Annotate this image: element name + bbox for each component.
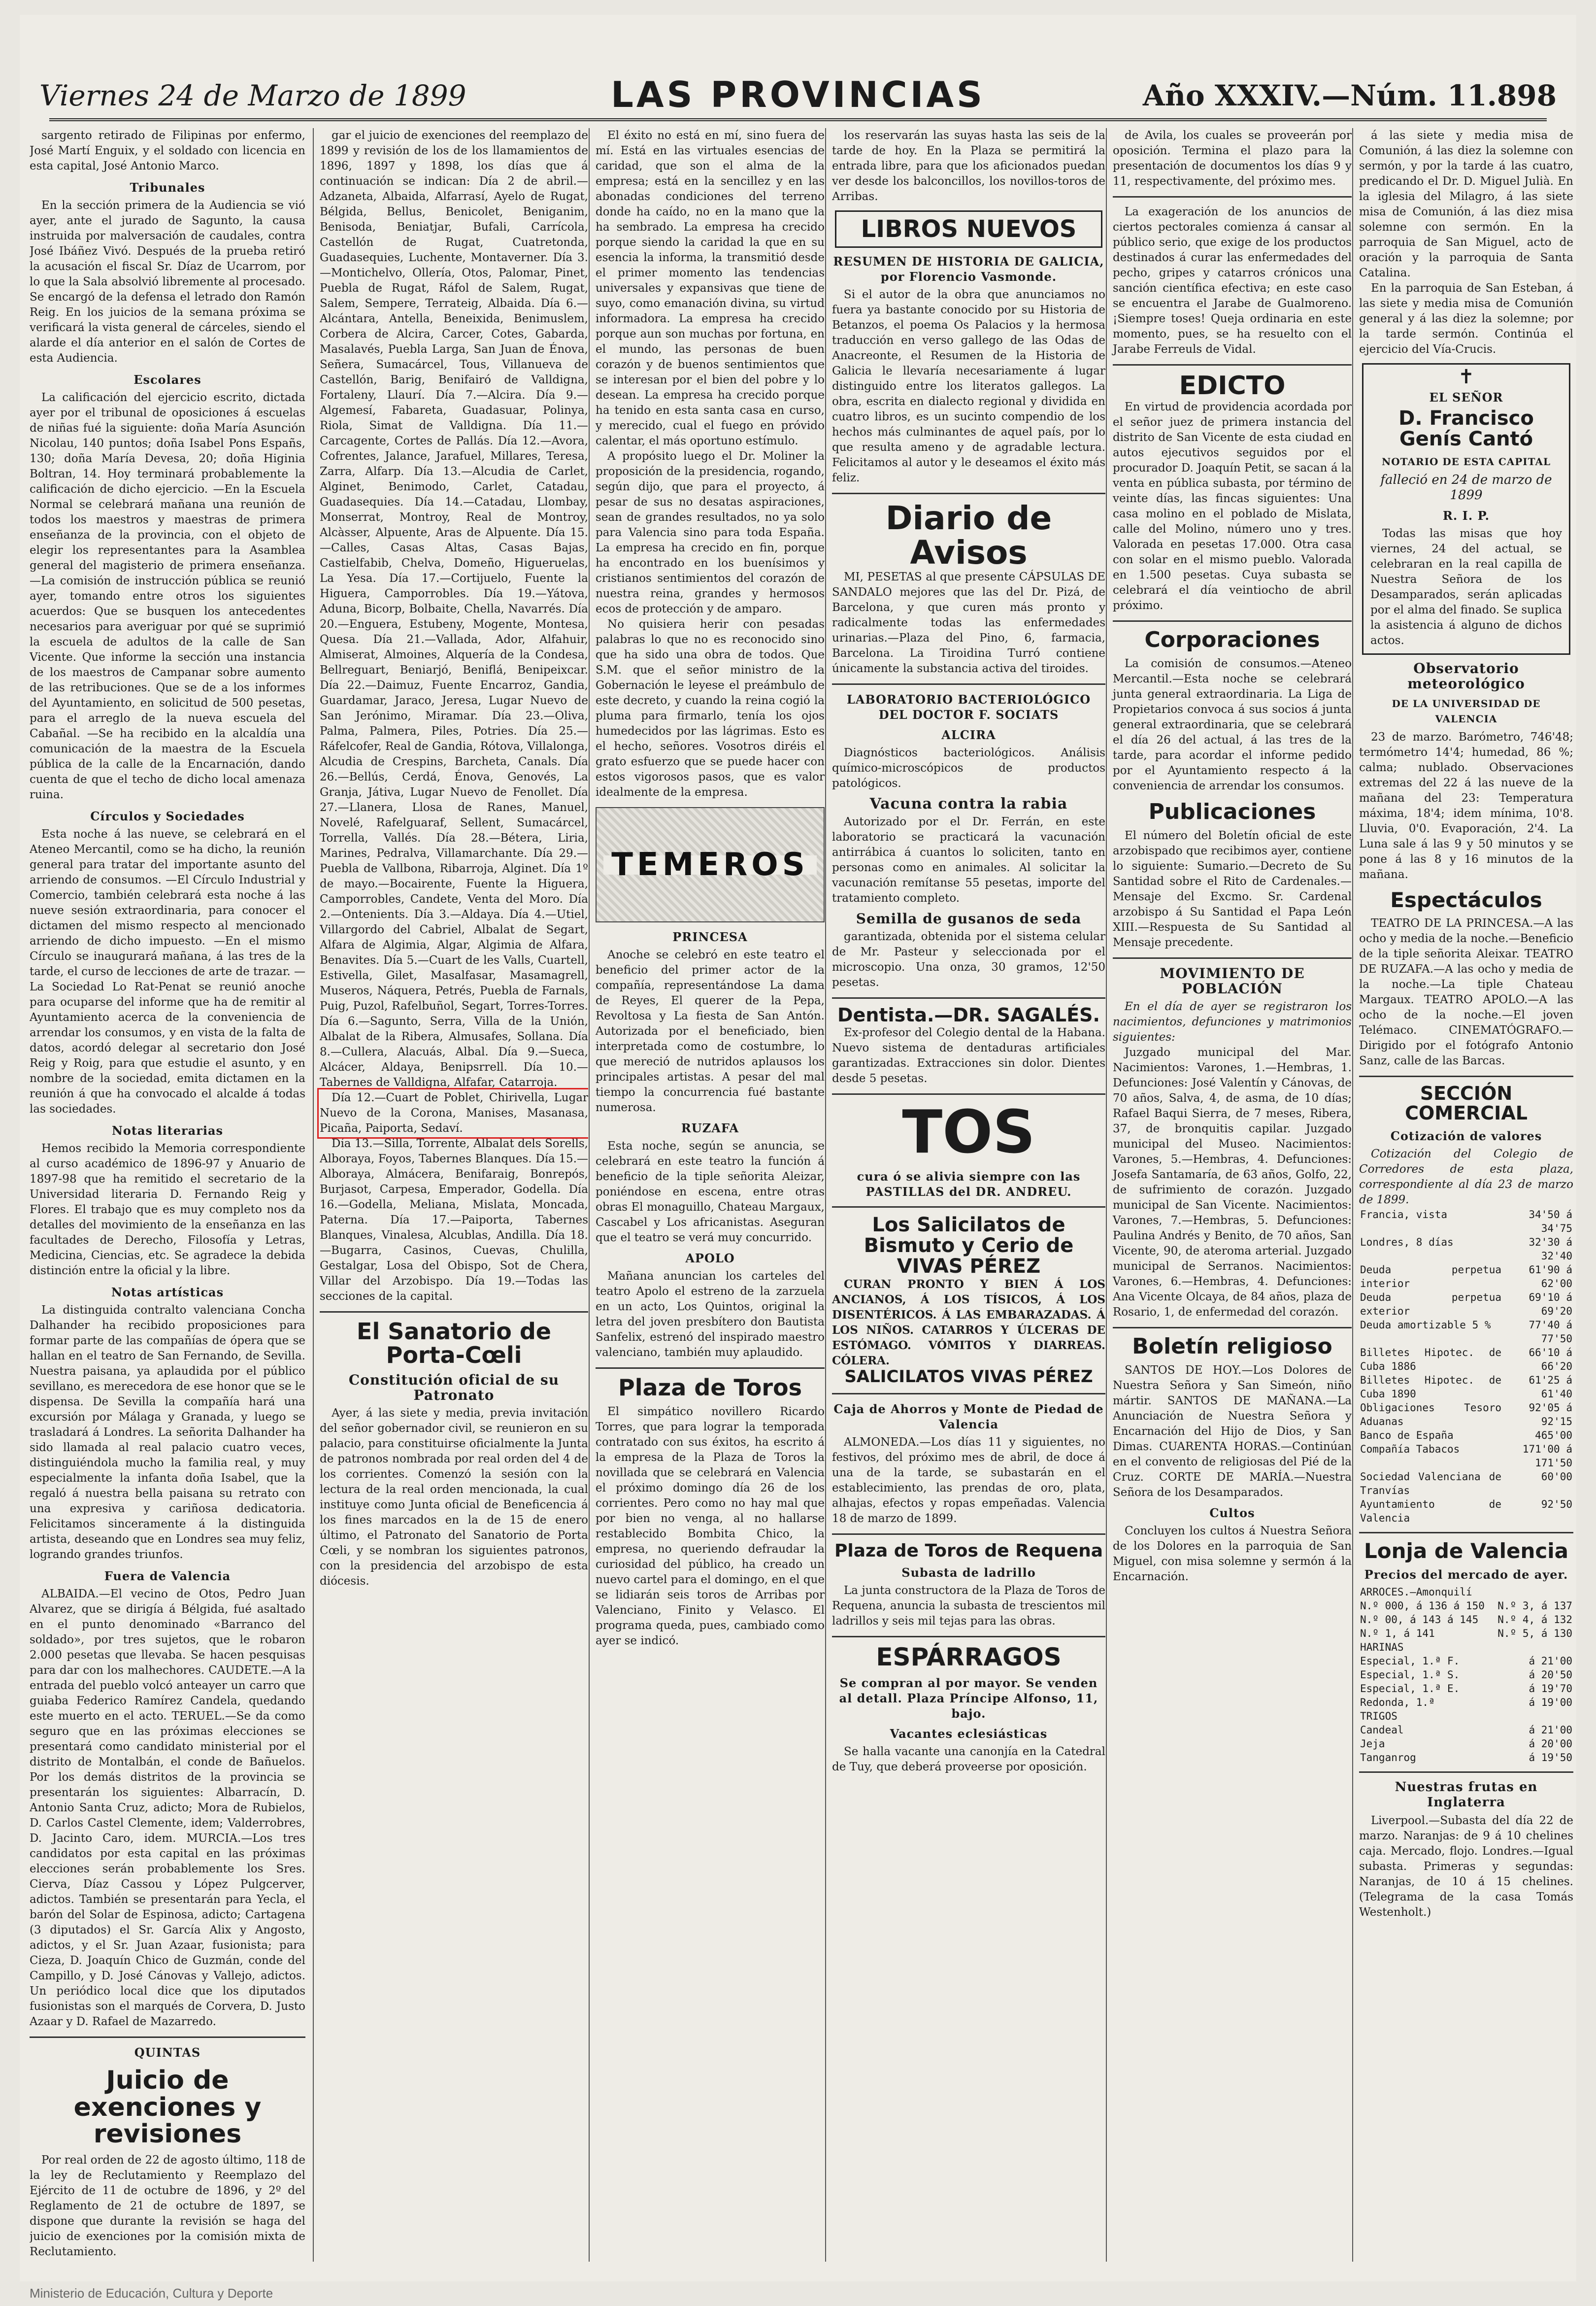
section-heading: Círculos y Sociedades xyxy=(90,809,245,823)
headline: Plaza de Toros xyxy=(618,1374,802,1401)
table-cell-value: 32'30 á 32'40 xyxy=(1529,1236,1572,1262)
table-row xyxy=(1359,1585,1573,1599)
table-row xyxy=(1359,1235,1573,1263)
section-heading: Notas literarias xyxy=(111,1123,224,1138)
article-text: Mañana anuncian los carteles del teatro Apolo el estreno de la zarzuela en un acto, Los Quintos, original la letra del joven presbítero don Bautista Sanfelix, estrenó del inspirado maestro valenciano, también muy aplaudido. xyxy=(596,1270,825,1359)
section-heading: Vacantes eclesiásticas xyxy=(890,1726,1048,1741)
section-heading: Fuera de Valencia xyxy=(104,1569,231,1583)
ad-text: Ex-profesor del Colegio dental de la Habana. Nuevo sistema de dentaduras artificiales garantizadas. Extracciones sin dolor. Dientes desde 5 pesetas. xyxy=(832,1026,1105,1085)
ad-text: garantizada, obtenida por el sistema celular de Mr. Pasteur y seleccionada por el microscopio. Una onza, 30 gramos, 12'50 pesetas. xyxy=(832,930,1105,989)
table-cell-label: N.º 000, á 136 á 150 xyxy=(1360,1599,1485,1612)
divider xyxy=(832,493,1105,494)
article-text: ALBAIDA.—El vecino de Otos, Pedro Juan Alvarez, que se dirigía á Bélgida, fué asaltado en el punto denominado «Barranco del soldado», por tres sujetos, que le robaron 2.000 pesetas que llevaba. Se hacen pesquisas para dar con los malhechores. CAUDETE.—A la entrada del pueblo volcó anteayer un carro que guiaba Federico Ramírez Candela, quedando este muerto en el acto. TERUEL.—Se da como seguro que en las próximas elecciones se presentará como candidato ministerial por el distrito de Montalbán, el conde de Bañuelos. Por los demás distritos de la provincia se presentarán los siguientes: Albarracín, D. Antonio Santa Cruz, adicto; Mora de Rubielos, D. Carlos Castel Clemente, idem; Valderrobres, D. Jacinto Caro, idem. MURCIA.—Los tres candidatos por esta capital en las próximas elecciones serán probablemente los Sres. Cierva, Díaz Cassou y López Pulgcerver, adictos. También se presentarán para Yecla, el barón del Solar de Espinosa, adicto; Cartagena (3 diputados) el Sr. García Alix y Angosto, adictos, y el Sr. Juan Azaar, fusionista; para Cieza, D. Joaquín Chico de Guzmán, conde del Campillo, y D. José Cánovas y Vallejo, adictos. Un periódico local dice que los diputados fusionistas son el marqués de Corvera, D. Justo Azaar y D. Rafael de Mazarredo. xyxy=(30,1588,305,2028)
ad-text: Autorizado por el Dr. Ferrán, en este laboratorio se practicará la vacunación antirrábica á cuantos lo soliciten, tanto en personas como en animales. Al solicitar la vacunación remítanse 55 pesetas, importe del tratamiento completo. xyxy=(832,815,1105,905)
quotes-table xyxy=(1359,1208,1573,1525)
table-row xyxy=(1359,1497,1573,1525)
divider xyxy=(30,2036,305,2038)
table-cell-label: Compañía Tabacos xyxy=(1360,1443,1460,1455)
section-heading: Cultos xyxy=(1209,1506,1255,1521)
obituary-text: Todas las misas que hoy viernes, 24 del actual, se celebraran en la real capilla de Nuestra Señora de los Desamparados, serán aplicadas por el alma del finado. Se suplica la asistencia á alguno de dichos actos. xyxy=(1370,527,1562,647)
article-text: Cotización del Colegio de Corredores de esta plaza, correspondiente al día 23 de marzo de 1899. xyxy=(1359,1147,1573,1206)
table-cell-label: Redonda, 1.ª xyxy=(1360,1696,1435,1708)
article-text: 23 de marzo. Barómetro, 746'48; termómetro 14'4; humedad, 86 %; calma; nublado. Observaciones extremas del 22 á las nueve de la mañana del 23: Temperatura máxima, 18'4; idem mínima, 10'8. Lluvia, 0'0. Evaporación, 2'4. La Luna sale á las 9 y 50 minutos y se pone á las 8 y 16 minutos de la mañana. xyxy=(1359,731,1573,881)
table-cell-value: 66'10 á 66'20 xyxy=(1529,1346,1572,1372)
section xyxy=(30,372,305,803)
article-text: El éxito no está en mí, sino fuera de mí. Está en las virtuales esencias de caridad, que son el alma de la empresa; está en la sencillez y en las abonadas condiciones del terreno donde ha caído, no en la mano que la ha sembrado. La empresa ha crecido porque siendo la caridad la que en su esencia la informa, la transmitió desde el primer momento las tendencias universales y expansivas que tiene de suyo, como emanación divina, su virtud informadora. La empresa ha crecido porque aun son muchas por fortuna, en el mundo, las personas de buen corazón y de buenos sentimientos que se interesan por el bien del pobre y lo desean. La empresa ha crecido porque ha tenido en esta santa casa en curso, y merecido, cual el fuego en próvido calentar, el más oportuno estímulo. xyxy=(596,129,825,447)
subheadline: Precios del mercado de ayer. xyxy=(1364,1567,1568,1582)
table-cell-value: 465'00 xyxy=(1535,1429,1572,1441)
table-row xyxy=(1359,1208,1573,1235)
table-cell-value: 61'25 á 61'40 xyxy=(1529,1374,1572,1400)
divider xyxy=(832,1093,1105,1095)
section xyxy=(30,1285,305,1562)
table-row xyxy=(1359,1401,1573,1428)
table-row xyxy=(1359,1470,1573,1497)
table-cell-label: TRIGOS xyxy=(1360,1710,1397,1722)
section-heading: QUINTAS xyxy=(134,2045,201,2060)
divider xyxy=(1359,1771,1573,1773)
ad-subtitle: cura ó se alivia siempre con las PASTILLAS del DR. ANDREU. xyxy=(857,1169,1081,1199)
divider xyxy=(1359,1076,1573,1077)
headline: SECCIÓN COMERCIAL xyxy=(1405,1083,1528,1124)
ad-title: TOS xyxy=(902,1098,1035,1167)
ad-title: Vacuna contra la rabia xyxy=(869,795,1068,813)
article-text: El simpático novillero Ricardo Torres, que para lograr la temporada contratado con sus éxitos, ha escrito á la empresa de la Plaza de Toros la novillada que se celebrará en Valencia el próximo domingo día 26 de los corrientes. Pero como no hay mal que por bien no venga, al no hallarse restablecido Bombita Chico, la empresa, no queriendo defraudar la curiosidad del público, ha creado un nuevo cartel para el domingo, en el que se lidiarán seis toros de Arribas por Valenciano, Finito y Velasco. El programa queda, pues, cambiado como ayer se indicó. xyxy=(596,1405,825,1648)
ad-text: ALMONEDA.—Los días 11 y siguientes, no festivos, del próximo mes de abril, de doce á una de la tarde, se subastarán en el establecimiento, las prendas de oro, plata, alhajas, efectos y ropas empeñadas. Valencia 18 de marzo de 1899. xyxy=(832,1435,1105,1525)
masthead xyxy=(20,64,1576,118)
highlighted-passage: Día 12.—Cuart de Poblet, Chirivella, Lugar Nuevo de la Corona, Manises, Masanasa, Picaña, Paiporta, Sedaví. xyxy=(320,1090,588,1136)
table-cell-value: N.º 5, á 130 xyxy=(1497,1627,1572,1639)
article-text: Esta noche á las nueve, se celebrará en el Ateneo Mercantil, como se ha dicho, la reunión general para tratar del importante asunto del arriendo de consumos. —El Círculo Industrial y Comercio, también celebrará esta noche á las nueve sesión extraordinaria, para conocer el dictamen del mismo respecto al mencionado arriendo de dicho impuesto. —En el mismo Círculo se inaugurará mañana, á las tres de la tarde, el curso de lecciones de arte de trazar. —La Sociedad Lo Rat-Penat se reunió anoche para ocuparse del informe que ha de remitir al Ayuntamiento acerca de la conveniencia de arrendar los consumos, y en vista de la falta de datos, acordó delegar al secretario don José Reig y Roig, para que estudie el asunto, y en nombre de la sociedad, emita dictamen en la reunión á que ha convocado el alcalde á todas las sociedades. xyxy=(30,828,305,1116)
theatre-ornament xyxy=(596,807,825,922)
table-cell-value: 61'90 á 62'00 xyxy=(1529,1263,1572,1289)
divider xyxy=(1113,1327,1352,1328)
section-heading: APOLO xyxy=(685,1251,735,1265)
article-text: Por real orden de 22 de agosto último, 118 de la ley de Reclutamiento y Reemplazo del Ejército de 11 de octubre de 1896, y 2º del Reglamento de 21 de octubre de 1897, se dispone que durante la revisión se haga del juicio de exenciones por la comisión mixta de Reclutamiento. xyxy=(30,2153,305,2258)
section-subheading: RESUMEN DE HISTORIA DE GALICIA, por Florencio Vasmonde. xyxy=(833,254,1104,284)
headline: Lonja de Valencia xyxy=(1363,1538,1569,1563)
headline: Juicio de exenciones y revisiones xyxy=(73,2066,262,2149)
ad-title: Plaza de Toros de Requena xyxy=(834,1540,1103,1561)
table-cell-label: Deuda amortizable 5 % xyxy=(1360,1319,1491,1331)
table-row xyxy=(1359,1318,1573,1346)
divider xyxy=(596,1367,825,1369)
table-cell-label: Billetes Hipotec. de Cuba 1886 xyxy=(1360,1346,1502,1372)
article-text: Juzgado municipal del Mar. Nacimientos: Varones, 1.—Hembras, 1. Defunciones: José Valentín y Cánovas, de 70 años, Salva, 4, de asma, de 10 días; Rafael Baqui Sierra, de 7 meses, Ribera, 37, de bronquitis capilar. Juzgado municipal del Museo. Nacimientos: Varones, 5.—Hembras, 4. Defunciones: Josefa Santamaría, de 63 años, Golfo, 22, de sufrimiento de corazón. Juzgado municipal de San Vicente. Nacimientos: Varones, 7.—Hembras, 5. Defunciones: Paulina Andrés y Benito, de 70 años, San Vicente, 90, de ateroma arterial. Juzgado municipal de Serranos. Nacimientos: Varones, 6.—Hembras, 4. Defunciones: Ana Vicente Olcaya, de 84 años, plaza de Rosario, 1, de enfermedad del corazón. xyxy=(1113,1046,1352,1319)
article-text: gar el juicio de exenciones del reemplazo de 1899 y revisión de los de los llamamientos de 1896, 1897 y 1898, los días que á continuación se indican: Día 2 de abril.—Adzaneta, Albaida, Alfarrasí, Ayelo de Rugat, Bélgida, Bellus, Benicolet, Beniganim, Benisoda, Beniatjar, Bufali, Carrícola, Castellón de Rugat, Cuatretonda, Guadasequies, Luchente, Montaverner. Día 3.—Montichelvo, Ollería, Otos, Palomar, Pinet, Puebla de Rugat, Ráfol de Salem, Rugat, Salem, Sempere, Terrateig, Albaida. Día 6.—Alcántara, Antella, Beneixida, Benimuslem, Corbera de Alcira, Carcer, Cotes, Gabarda, Masalavés, Puebla Larga, San Juan de Énova, Señera, Sumacárcel, Tous, Villanueva de Castellón, Barig, Benifairó de Valldigna, Fortaleny, Llaurí. Día 7.—Alcira. Día 9.—Algemesí, Fabareta, Guadasuar, Polinya, Riola, Simat de Valldigna. Día 11.—Carcagente, Cortes de Pallás. Día 12.—Avora, Cofrentes, Jalance, Jarafuel, Millares, Teresa, Zarra, Alfarp. Día 13.—Alcudia de Carlet, Alginet, Benimodo, Carlet, Catadau, Guadasequies. Día 14.—Catadau, Llombay, Monserrat, Montroy, Real de Montroy, Alcàsser, Alpuente, Aras de Alpuente. Día 15.—Calles, Casas Altas, Casas Bajas, Castielfabib, Chelva, Domeño, Higueruelas, La Yesa. Día 17.—Cortijuelo, Fuente la Higuera, Camporrobles. Día 19.—Yátova, Aduna, Bicorp, Bolbaite, Chella, Navarrés. Día 20.—Enguera, Estubeny, Mogente, Montesa, Quesa. Día 21.—Vallada, Ador, Alfahuir, Almiserat, Almoines, Alquería de la Condesa, Bellreguart, Beniarjó, Beniflá, Benipeixcar. Día 22.—Daimuz, Fuente Encarroz, Gandia, Guardamar, Jaraco, Jeresa, Lugar Nuevo de San Jerónimo, Miramar. Día 23.—Oliva, Palma, Palmera, Piles, Potries. Día 25.—Ráfelcofer, Real de Gandia, Rótova, Villalonga, Alcudia de Crespins, Barcheta, Canals. Día 26.—Bellús, Cerdá, Énova, Genovés, La Granja, Játiva, Lugar Nuevo de Fenollet. Día 27.—Llanera, Llosa de Ranes, Manuel, Novelé, Rafelguaraf, Sellent, Sumacárcel, Torrella, Vallés. Día 28.—Bétera, Liria, Marines, Pedralva, Villamarchante. Día 29.—Puebla de Vallbona, Ribarroja, Alginet. Día 1º de mayo.—Bocairente, Fuente la Higuera, Camporrobles, Candete, Venta del Moro. Día 2.—Ontenients. Día 3.—Aldaya. Día 4.—Utiel, Villargordo del Cabriel, Albalat de Segart, Alfara de Algimia, Algar, Algimia de Alfara, Benavites. Día 5.—Cuart de les Valls, Cuartell, Estivella, Gilet, Masalfasar, Masamagrell, Museros, Náquera, Petrés, Puebla de Farnals, Puig, Puzol, Rafelbuñol, Segart, Torres-Torres. Día 6.—Sagunto, Serra, Villa de la Unión, Albalat de la Ribera, Almusafes, Sollana. Día 8.—Cullera, Alacuás, Albal. Día 9.—Sueca, Alcácer, Aldaya, Benipsrrell. Día 10.—Tabernes de Valldigna, Alfafar, Catarroja. xyxy=(320,129,588,1089)
ad-title: Diario de Avisos xyxy=(885,499,1052,572)
section-heading: RUZAFA xyxy=(681,1121,739,1135)
obituary-role: NOTARIO DE ESTA CAPITAL xyxy=(1381,456,1551,468)
divider xyxy=(832,1636,1105,1637)
columns xyxy=(30,128,1573,2262)
table-cell-label: Candeal xyxy=(1360,1724,1404,1736)
table-row xyxy=(1359,1428,1573,1442)
table-cell-label: Especial, 1.ª S. xyxy=(1360,1668,1460,1681)
article-text: En el día de ayer se registraron los nacimientos, defunciones y matrimonios siguientes: xyxy=(1113,1000,1352,1044)
column-2 xyxy=(313,128,588,2262)
table-cell-value: á 21'00 xyxy=(1529,1724,1572,1736)
article-text: En la sección primera de la Audiencia se vió ayer, ante el jurado de Sagunto, la causa instruida por malversación de caudales, contra José Ibáñez Vivó. Después de la prueba retiró la acusación el fiscal Sr. Díaz de Ucarrom, por lo que la Sala absolvió libremente al procesado. Se encargó de la defensa el letrado don Ramón Reig. En los juicios de la semana próxima se verificará la vista general de cárceles, siendo el alarde el día anterior en el salón de Cortes de esta Audiencia. xyxy=(30,199,305,365)
ad-text: Se compran al por mayor. Se venden al detall. Plaza Príncipe Alfonso, 11, bajo. xyxy=(839,1675,1098,1721)
section-heading: PRINCESA xyxy=(672,930,748,944)
article-text: A propósito luego el Dr. Moliner la proposición de la presidencia, rogando, según dijo, que para el proyecto, á pesar de sus no desatas aspiraciones, sean de grandes resultados, no ya solo para Valencia sino para toda España. La empresa ha crecido en fin, porque ha encontrado en los buenísimos y cristianos sentimientos del corazón de nuestra reina, grandes y hermosos ecos de protección y de amparo. xyxy=(596,450,825,615)
divider xyxy=(1113,620,1352,622)
table-row xyxy=(1359,1737,1573,1751)
divider xyxy=(1113,196,1352,198)
newspaper-title: LAS PROVINCIAS xyxy=(611,74,985,115)
section xyxy=(30,809,305,1117)
table-cell-label: Obligaciones Tesoro Aduanas xyxy=(1360,1401,1502,1427)
article-text: El número del Boletín oficial de este arzobispado que recibimos ayer, contiene lo siguiente: Sumario.—Decreto de Su Santidad sobre el Rito de Cardenales.—Mensaje del Excmo. Sr. Cardenal arzobispo á Su Santidad el Papa León XIII.—Respuesta de Su Santidad al Mensaje precedente. xyxy=(1113,829,1352,949)
divider xyxy=(1113,957,1352,959)
ad-title: Semilla de gusanos de seda xyxy=(856,910,1082,927)
headline: Nuestras frutas en Inglaterra xyxy=(1395,1779,1538,1810)
table-row xyxy=(1359,1640,1573,1654)
divider xyxy=(320,1311,588,1313)
obituary-name: D. Francisco Genís Cantó xyxy=(1398,407,1534,450)
column-4 xyxy=(825,128,1105,2262)
headline: Publicaciones xyxy=(1148,799,1316,824)
obituary-pre: EL SEÑOR xyxy=(1429,390,1503,405)
ornament-lettering: TEMEROS xyxy=(603,855,817,875)
section-heading: Escolares xyxy=(133,373,201,387)
column-5 xyxy=(1106,128,1352,2262)
section xyxy=(30,180,305,366)
issue-number: Año XXXIV.—Núm. 11.898 xyxy=(1142,79,1557,112)
headline: Corporaciones xyxy=(1144,627,1320,652)
article-text: de Avila, los cuales se proveerán por oposición. Termina el plazo para la presentación de documentos los días 9 y 11, respectivamente, del próximo mes. xyxy=(1113,129,1352,188)
headline: EDICTO xyxy=(1179,371,1286,401)
table-cell-label: Sociedad Valenciana de Tranvías xyxy=(1360,1470,1502,1496)
article-text: SANTOS DE HOY.—Los Dolores de Nuestra Señora y San Simeón, niño mártir. SANTOS DE MAÑANA.—La Anunciación de Nuestra Señora y Encarnación del Hijo de Dios, y San Dimas. CUARENTA HORAS.—Continúan en el convento de religiosas del Pié de la Cruz. CORTE DE MARÍA.—Nuestra Señora de los Desamparados. xyxy=(1113,1364,1352,1499)
article-text: Hemos recibido la Memoria correspondiente al curso académico de 1896-97 y Anuario de 1897-98 que ha remitido el secretario de la Universidad literaria D. Fernando Reig y Flores. El trabajo que es muy completo nos da detalles del movimiento de la enseñanza en las facultades de Derecho, Filosofía y Letras, Medicina, Ciencias, etc. Se agradece la debida distinción entre la oficial y la libre. xyxy=(30,1142,305,1277)
table-cell-value: 92'50 xyxy=(1541,1498,1572,1510)
books-box xyxy=(835,210,1102,248)
ad-title: ESPÁRRAGOS xyxy=(876,1643,1062,1672)
article-text: Si el autor de la obra que anunciamos no fuera ya bastante conocido por su Historia de Betanzos, el poema Os Palacios y la hermosa traducción en verso gallego de las Odas de Anacreonte, el Resumen de la Historia de Galicia le llevaría necesariamente á lugar distinguido entre los literatos gallegos. La obra, escrita en dialecto regional y dividida en cuatro libros, es un sucinto compendio de los hechos más culminantes de aquel país, por lo que resulta ameno y de agradable lectura. Felicitamos al autor y le deseamos el éxito más feliz. xyxy=(832,288,1105,485)
table-row xyxy=(1359,1627,1573,1640)
table-cell-value: á 20'00 xyxy=(1529,1737,1572,1750)
article-text: á las siete y media misa de Comunión, á las diez la solemne con sermón, y por la tarde á las cuatro, predicando el Dr. D. Miguel Julià. En la iglesia del Milagro, á las siete misa de Comunión, á las diez misa solemne con sermón. En la parroquia de San Miguel, acto de oración y la parroquia de Santa Catalina. xyxy=(1359,129,1573,279)
ad-text: MI, PESETAS al que presente CÁPSULAS DE SANDALO mejores que las del Dr. Pizá, de Barcelona, y que curen más pronto y radicalmente todas las enfermedades urinarias.—Plaza del Pino, 6, farmacia, Barcelona. La Tiroidina Turró contiene únicamente la substancia activa del tiroides. xyxy=(832,570,1105,675)
ad-subtitle: Subasta de ladrillo xyxy=(901,1565,1036,1580)
table-cell-value: 69'10 á 69'20 xyxy=(1529,1291,1572,1317)
table-row xyxy=(1359,1290,1573,1318)
section xyxy=(30,1568,305,2030)
article-text: Anoche se celebró en este teatro el beneficio del primer actor de la compañía, representándose La dama de Reyes, El querer de la Pepa, Revoltosa y La fiesta de San Antón. Autorizada por el beneficiado, bien interpretada como de costumbre, lo que mereció de nutridos aplausos los principales artistas. A pesar del mal tiempo la concurrencia fué bastante numerosa. xyxy=(596,949,825,1114)
table-cell-value: N.º 4, á 132 xyxy=(1497,1613,1572,1626)
table-cell-value: 92'05 á 92'15 xyxy=(1529,1401,1572,1427)
page-footer: Ministerio de Educación, Cultura y Deporte xyxy=(30,2286,273,2301)
table-cell-label: Deuda perpetua exterior xyxy=(1360,1291,1502,1317)
table-cell-label: ARROCES.—Amonquilí xyxy=(1360,1586,1472,1598)
column-3 xyxy=(589,128,825,2262)
table-row xyxy=(1359,1751,1573,1764)
ad-text: CURAN PRONTO Y BIEN Á LOS ANCIANOS, Á LOS TÍSICOS, Á LOS DISENTÉRICOS. Á LAS EMBARAZADAS. Á LOS NIÑOS. CATARROS Y ÚLCERAS DE ESTÓMAGO. VÓMITOS Y DIARREAS. CÓLERA. xyxy=(832,1277,1105,1367)
divider xyxy=(832,997,1105,999)
divider xyxy=(1359,1532,1573,1533)
column-6 xyxy=(1352,128,1573,2262)
cross-icon: ✝ xyxy=(1458,366,1475,388)
article-text: La exageración de los anuncios de ciertos pectorales comienza á cansar al público serio, que exige de los productos destinados á curar las enfermedades del pecho, gripes y catarros crónicos una sanción científica efectiva; en este caso se encuentra el Jarabe de Gualmoreno. ¡Siempre toses! Queja ordinaria en este momento, pues, se ha resuelto con el Jarabe Ferreuls de Vidal. xyxy=(1113,205,1352,356)
ad-title: Dentista.—DR. SAGALÉS. xyxy=(837,1004,1100,1026)
table-cell-label: N.º 1, á 141 xyxy=(1360,1627,1435,1639)
subheadline: Cotización de valores xyxy=(1390,1128,1542,1143)
subheadline: DE LA UNIVERSIDAD DE VALENCIA xyxy=(1392,698,1541,725)
article-text: En virtud de providencia acordada por el señor juez de primera instancia del distrito de San Vicente de esta ciudad en autos ejecutivos seguidos por el procurador D. Joaquín Petit, se sacan á la venta en pública subasta, por término de veinte días, las fincas siguientes: Una casa molino en el poblado de Mislata, calle del Molino, número uno y tres. Valorada en pesetas 17.000. Otra casa con solar en el mismo pueblo. Valorada en 1.500 pesetas. Cuya subasta se celebrará el día veintiocho de abril próximo. xyxy=(1113,400,1352,612)
article-text: En la parroquia de San Esteban, á las siete y media misa de Comunión general y á las diez la solemne; por la tarde sermón. Continúa el ejercicio del Vía-Crucis. xyxy=(1359,282,1573,356)
box-title: LIBROS NUEVOS xyxy=(861,215,1077,243)
ad-title: LABORATORIO BACTERIOLÓGICO DEL DOCTOR F. SOCIATS xyxy=(846,692,1091,722)
table-cell-label: N.º 00, á 143 á 145 xyxy=(1360,1613,1479,1626)
table-row xyxy=(1359,1263,1573,1290)
section-heading: Tribunales xyxy=(130,180,205,195)
headline: Observatorio meteorológico xyxy=(1407,660,1525,692)
table-cell-label: Londres, 8 días xyxy=(1360,1236,1454,1248)
ad-title: Caja de Ahorros y Monte de Piedad de Valencia xyxy=(833,1401,1104,1431)
table-row xyxy=(1359,1613,1573,1627)
divider xyxy=(832,1393,1105,1394)
table-row xyxy=(1359,1668,1573,1682)
table-cell-value: á 19'70 xyxy=(1529,1682,1572,1695)
table-cell-value: á 20'50 xyxy=(1529,1668,1572,1681)
ad-footer: SALICILATOS VIVAS PÉREZ xyxy=(844,1366,1093,1387)
table-cell-label: Deuda perpetua interior xyxy=(1360,1263,1502,1289)
table-cell-label: Tanganrog xyxy=(1360,1751,1416,1763)
ad-text: La junta constructora de la Plaza de Toros de Requena, anuncia la subasta de trescientos mil ladrillos y seis mil tejas para las obras. xyxy=(832,1584,1105,1628)
table-cell-label: HARINAS xyxy=(1360,1641,1404,1653)
table-cell-value: 77'40 á 77'50 xyxy=(1529,1319,1572,1345)
article-text: No quisiera herir con pesadas palabras lo que no es reconocido sino que ha sido una obra de todos. Que S.M. que el señor ministro de la Gobernación le leyese el preámbulo de este decreto, y cuando la reina cogió la pluma para firmarlo, tenía los ojos humedecidos por las lágrimas. Esto es el hecho, señores. Vosotros diréis el grato esfuerzo que se puede hacer con estos vigorosos pasos, que es valor idealmente de la empresa. xyxy=(596,618,825,799)
table-cell-label: Francia, vista xyxy=(1360,1208,1448,1221)
ad-title: Los Salicilatos de Bismuto y Cerio de VIVAS PÉREZ xyxy=(864,1213,1074,1278)
headline: Espectáculos xyxy=(1390,888,1542,912)
market-table xyxy=(1359,1585,1573,1764)
divider xyxy=(832,1206,1105,1208)
table-row xyxy=(1359,1346,1573,1373)
headline: El Sanatorio de Porta-Cœli xyxy=(357,1318,551,1369)
obituary-rip: R. I. P. xyxy=(1442,509,1490,523)
article-text: sargento retirado de Filipinas por enfermo, José Martí Enguix, y el soldado con licencia en esta capital, José Antonio Marco. xyxy=(30,129,305,172)
table-cell-value xyxy=(1493,1640,1573,1654)
subheadline: Constitución oficial de su Patronato xyxy=(348,1371,560,1403)
table-cell-label: Especial, 1.ª F. xyxy=(1360,1655,1460,1667)
table-row xyxy=(1359,1709,1573,1723)
column-1 xyxy=(30,128,305,2262)
table-row xyxy=(1359,1373,1573,1401)
table-cell-value: 60'00 xyxy=(1541,1470,1572,1483)
article-text: Liverpool.—Subasta del día 22 de marzo. Naranjas: de 9 á 10 chelines caja. Mercado, flojo. Londres.—Igual subasta. Primeras y segundas: Naranjas, de 10 á 15 chelines. (Telegrama de la casa Tomás Westenholt.) xyxy=(1359,1814,1573,1919)
article-text: Esta noche, según se anuncia, se celebrará en este teatro la función á beneficio de la tiple señorita Aleizar, poniéndose en escena, entre otras obras El monaguillo, Chateau Margaux, Cascabel y Los africanistas. Aseguran que el teatro se verá muy concurrido. xyxy=(596,1140,825,1244)
table-cell-label: Billetes Hipotec. de Cuba 1890 xyxy=(1360,1374,1502,1400)
table-row xyxy=(1359,1723,1573,1737)
table-cell-value: á 21'00 xyxy=(1529,1655,1572,1667)
divider xyxy=(832,1533,1105,1535)
table-row xyxy=(1359,1696,1573,1709)
table-row xyxy=(1359,1599,1573,1613)
section xyxy=(30,128,305,174)
table-row xyxy=(1359,1442,1573,1470)
obituary-box xyxy=(1362,363,1570,655)
table-cell-value: á 19'50 xyxy=(1529,1751,1572,1763)
masthead-rule xyxy=(49,118,1547,121)
table-cell-value xyxy=(1493,1709,1573,1723)
ad-place: ALCIRA xyxy=(941,727,996,742)
table-cell-label: Banco de España xyxy=(1360,1429,1454,1441)
issue-date: Viernes 24 de Marzo de 1899 xyxy=(39,79,466,112)
article-text: TEATRO DE LA PRINCESA.—A las ocho y media de la noche.—Beneficio de la tiple señorita Aleixar. TEATRO DE RUZAFA.—A las ocho y media de la noche.—La tiple Chateau Margaux. TEATRO APOLO.—A las ocho de la noche.—El joven Telémaco. CINEMATÓGRAFO.—Dirigido por el fotógrafo Antonio Sanz, calle de las Barcas. xyxy=(1359,917,1573,1068)
divider xyxy=(832,683,1105,685)
article-text: La calificación del ejercicio escrito, dictada ayer por el tribunal de oposiciones á escuelas de niñas fué la siguiente: doña María Asunción Nicolau, 140 puntos; doña Isabel Pons Españs, 130; doña María Devesa, 20; doña Higinia Boltran, 14. Hoy terminará probablemente la calificación de dicho ejercicio. —En la Escuela Normal se celebrará mañana una reunión de todos los maestros y maestras de primera enseñanza de la provincia, con el objeto de elegir los representantes para la Asamblea general del magisterio de primera enseñanza. —La comisión de instrucción pública se reunió ayer, tomando entre otros los siguientes acuerdos: Que se busquen los antecedentes necesarios para averiguar por qué se suprimió la escuela de adultos de la calle de San Vicente. Que informe la sección una instancia de los maestros de Campanar sobre aumento de las retribuciones. Que se de a los informes del Ayuntamiento, en solicitud de 500 pesetas, para el arreglo de la nueva escuela del Cabañal. —Se ha recibido en la alcaldía una comunicación de la maestra de la Escuela pública de la calle de la Encarnación, dando cuenta de que el techo de dicho local amenaza ruina. xyxy=(30,391,305,801)
article-text: Ayer, á las siete y media, previa invitación del señor gobernador civil, se reunieron en su palacio, para constituirse oficialmente la Junta de patronos nombrada por real orden del 4 de los corrientes. Comenzó la sesión con la lectura de la real orden mencionada, la cual instituye como Junta oficial de Beneficencia á los fines marcados en la de 15 de enero último, el Patronato del Sanatorio de Porta Cœli, y se nombran los siguientes patronos, con la presidencia del arzobispo de esta diócesis. xyxy=(320,1406,588,1588)
section-heading: Notas artísticas xyxy=(111,1285,224,1299)
table-cell-label: Especial, 1.ª E. xyxy=(1360,1682,1460,1695)
table-cell-value: 34'50 á 34'75 xyxy=(1529,1208,1572,1234)
divider xyxy=(1113,364,1352,366)
table-cell-label: Jeja xyxy=(1360,1737,1385,1750)
table-cell-value xyxy=(1493,1585,1573,1599)
obituary-date: falleció en 24 de marzo de 1899 xyxy=(1380,473,1552,503)
article-text: los reservarán las suyas hasta las seis de la tarde de hoy. En la Plaza se permitirá la entrada libre, para que los aficionados puedan ver desde los balconcillos, los novillos-toros de Arribas. xyxy=(832,129,1105,203)
ad-text: Diagnósticos bacteriológicos. Análisis químico-microscópicos de productos patológicos. xyxy=(832,746,1105,790)
headline: MOVIMIENTO DE POBLACIÓN xyxy=(1160,965,1305,997)
headline: Boletín religioso xyxy=(1132,1333,1332,1359)
section xyxy=(30,1123,305,1279)
table-cell-value: á 19'00 xyxy=(1529,1696,1572,1708)
table-cell-value: N.º 3, á 137 xyxy=(1497,1599,1572,1612)
table-cell-label: Ayuntamiento de Valencia xyxy=(1360,1498,1502,1524)
table-row xyxy=(1359,1654,1573,1668)
article-text: Concluyen los cultos á Nuestra Señora de los Dolores en la parroquia de San Miguel, con misa solemne y sermón á la Encarnación. xyxy=(1113,1525,1352,1584)
article-text: La comisión de consumos.—Ateneo Mercantil.—Esta noche se celebrará junta general extraordinaria. La Liga de Propietarios convoca á sus socios á junta general extraordinaria, que se celebrará el día 26 del actual, á las tres de la tarde, para acordar el informe pedido por el Ayuntamiento respecto á la conveniencia de arrendar los consumos. xyxy=(1113,657,1352,792)
article-text: Se halla vacante una canonjía en la Catedral de Tuy, que deberá proveerse por oposición. xyxy=(832,1745,1105,1773)
article-text: La distinguida contralto valenciana Concha Dalhander ha recibido proposiciones para formar parte de las compañías de ópera que se hallan en el teatro de San Fernando, de Sevilla. Nuestra paisana, ya aplaudida por el público sevillano, es merecedora de ese honor que se le dispensa. De Sevilla la compañía hará una excursión por Málaga y Granada, y luego se trasladará á Londres. La señorita Dalhander ha sido llamada al real palacio cuatro veces, distinguiéndola mucho la familia real, y muy especialmente la infanta doña Isabel, que la regaló á nuestra bella paisana su retrato con una expresiva y cariñosa dedicatoria. Felicitamos sinceramente á la distinguida artista, deseando que en Londres sea muy feliz, logrando grandes triunfos. xyxy=(30,1304,305,1561)
article-text: Día 13.—Silla, Torrente, Albalat dels Sorells, Alboraya, Foyos, Tabernes Blanques. Día 15.—Alboraya, Almácera, Benifaraig, Bonrepós, Burjasot, Carpesa, Emperador, Godella. Día 16.—Godella, Meliana, Mislata, Moncada, Paterna. Día 17.—Paiporta, Tabernes Blanques, Vinalesa, Alcublas, Andilla. Día 18.—Bugarra, Casinos, Cuevas, Chulilla, Gestalgar, Losa del Obispo, Sot de Chera, Villar del Arzobispo. Día 19.—Todas las secciones de la capital. xyxy=(320,1137,588,1303)
table-row xyxy=(1359,1682,1573,1696)
table-cell-value: 171'00 á 171'50 xyxy=(1522,1443,1572,1469)
